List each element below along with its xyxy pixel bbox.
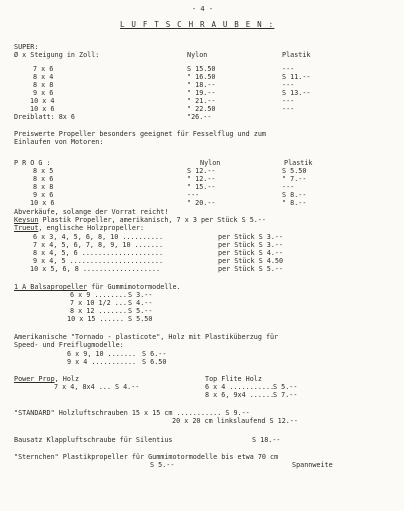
prog-size: 8 x 6 (33, 175, 54, 183)
trueut-sizes: 8 x 4, 5, 6 .................... (33, 249, 164, 257)
super-column-header: Ø x Steigung in Zoll: (14, 51, 100, 59)
tornado-line-2: Speed- und Freiflugmodelle: (14, 341, 124, 349)
tornado-size: 9 x 4 ........... (67, 358, 137, 366)
balsa-price: S 4.-- (128, 299, 153, 307)
prog-plastik-price: S 5.50 (282, 167, 307, 175)
tornado-size: 6 x 9, 10 ....... (67, 350, 137, 358)
super-nylon-price: " 22.50 (187, 105, 216, 113)
balsa-size: 7 x 10 1/2 ... (70, 299, 127, 307)
prog-plastik-price: " 7.-- (282, 175, 307, 183)
trueut-price: per Stück S 4.50 (218, 257, 284, 265)
page-number: - 4 - (192, 5, 214, 13)
topflite-price: S 5.-- (273, 383, 298, 391)
super-plastik-price: S 11.-- (282, 73, 311, 81)
prog-size: 8 x 5 (33, 167, 54, 175)
super-size: 8 x 4 (33, 73, 54, 81)
powerprop-name: Power Prop (14, 375, 55, 383)
balsa-line (14, 283, 181, 291)
page-title: L U F T S C H R A U B E N : (120, 20, 275, 29)
prog-plastik-price: " 8.-- (282, 199, 307, 207)
balsa-name: 1 A Balsapropeller (14, 283, 88, 291)
super-dreiblatt-label: Dreiblatt: 8x 6 (14, 113, 75, 121)
balsa-size: 8 x 12 ....... (70, 307, 127, 315)
preiswerte-line-1: Preiswerte Propeller besonders geeignet für Fesselflug und zum (14, 130, 266, 138)
super-plastik-price: --- (282, 97, 295, 105)
keysun-line (14, 216, 266, 224)
topflite-heading: Top Flite Holz (205, 375, 262, 383)
trueut-price: per Stück S 5.-- (218, 265, 284, 273)
prog-nylon-header: Nylon (200, 159, 221, 167)
powerprop-row: 7 x 4, 8x4 ... S 4.-- (54, 383, 140, 391)
topflite-price: S 7.-- (273, 391, 298, 399)
sternchen-price: S 5.-- (150, 461, 175, 469)
prog-nylon-price: " 20.-- (187, 199, 216, 207)
super-plastik-header: Plastik (282, 51, 311, 59)
prog-size: 10 x 6 (30, 199, 55, 207)
super-nylon-price: " 18.-- (187, 81, 216, 89)
super-size: 10 x 6 (30, 105, 55, 113)
standard-row-2: 20 x 20 cm linkslaufend S 12.-- (172, 417, 298, 425)
trueut-price: per Stück S 3.-- (218, 241, 284, 249)
super-size: 7 x 6 (33, 65, 54, 73)
tornado-price: S 6.-- (142, 350, 167, 358)
super-size: 10 x 4 (30, 97, 55, 105)
trueut-sizes: 7 x 4, 5, 6, 7, 8, 9, 10 ....... (33, 241, 164, 249)
prog-plastik-header: Plastik (284, 159, 313, 167)
balsa-price: S 5.50 (128, 315, 153, 323)
super-plastik-price: --- (282, 81, 295, 89)
tornado-price: S 6.50 (142, 358, 167, 366)
trueut-price: per Stück S 4.-- (218, 249, 284, 257)
sternchen-spannweite: Spannweite (292, 461, 333, 469)
prog-nylon-price: --- (187, 191, 200, 199)
trueut-line (14, 224, 144, 232)
trueut-price: per Stück S 3.-- (218, 233, 284, 241)
topflite-size: 6 x 4 ........... (205, 383, 275, 391)
trueut-sizes: 9 x 4, 5 ....................... (33, 257, 164, 265)
keysun-name: Keysun (14, 216, 39, 224)
prog-size: 8 x 8 (33, 183, 54, 191)
super-nylon-price: " 21.-- (187, 97, 216, 105)
balsa-size: 10 x 15 ...... (67, 315, 124, 323)
balsa-size: 6 x 9 ........ (70, 291, 127, 299)
super-size: 8 x 8 (33, 81, 54, 89)
trueut-sizes: 6 x 3, 4, 5, 6, 8, 10 .......... (33, 233, 164, 241)
super-plastik-price: S 13.-- (282, 89, 311, 97)
prog-plastik-price: S 8.-- (282, 191, 307, 199)
keysun-text: Plastik Propeller, amerikanisch, 7 x 3 per Stück S 5.-- (38, 216, 266, 224)
trueut-text: , englische Holzpropeller: (38, 224, 145, 232)
super-nylon-price: " 19.-- (187, 89, 216, 97)
abverkaufe-note: Abverkäufe, solange der Vorrat reicht! (14, 208, 169, 216)
super-dreiblatt-price: "26.-- (187, 113, 212, 121)
standard-line: "STANDARD" Holzluftschrauben 15 x 15 cm ........... S 9.-- (14, 409, 250, 417)
prog-nylon-price: " 15.-- (187, 183, 216, 191)
bausatz-price: S 18.-- (252, 436, 281, 444)
prog-nylon-price: " 12.-- (187, 175, 216, 183)
super-plastik-price: --- (282, 65, 295, 73)
balsa-price: S 5.-- (128, 307, 153, 315)
prog-plastik-price: --- (282, 183, 295, 191)
topflite-size: 8 x 6, 9x4 ...... (205, 391, 275, 399)
super-size: 9 x 6 (33, 89, 54, 97)
prog-size: 9 x 6 (33, 191, 54, 199)
prog-heading: P R O G : (14, 159, 51, 167)
powerprop-text: , Holz (54, 375, 80, 383)
trueut-sizes: 10 x 5, 6, 8 ................... (30, 265, 161, 273)
sternchen-line: "Sternchen" Plastikpropeller für Gummimotormodelle bis etwa 70 cm (14, 453, 279, 461)
super-plastik-price: --- (282, 105, 295, 113)
super-nylon-price: " 16.50 (187, 73, 216, 81)
prog-nylon-price: S 12.-- (187, 167, 216, 175)
super-nylon-price: S 15.50 (187, 65, 216, 73)
tornado-line-1: Amerikanische "Tornado - plasticote", Holz mit Plastiküberzug für (14, 333, 279, 341)
super-nylon-header: Nylon (187, 51, 208, 59)
preiswerte-line-2: Einlaufen von Motoren: (14, 138, 104, 146)
bausatz-line: Bausatz Klappluftschraube für Silentius (14, 436, 173, 444)
balsa-price: S 3.-- (128, 291, 153, 299)
super-heading: SUPER: (14, 43, 39, 51)
balsa-text: für Gummimotormodelle. (87, 283, 181, 291)
powerprop-line (14, 375, 79, 383)
trueut-name: Trueut (14, 224, 39, 232)
